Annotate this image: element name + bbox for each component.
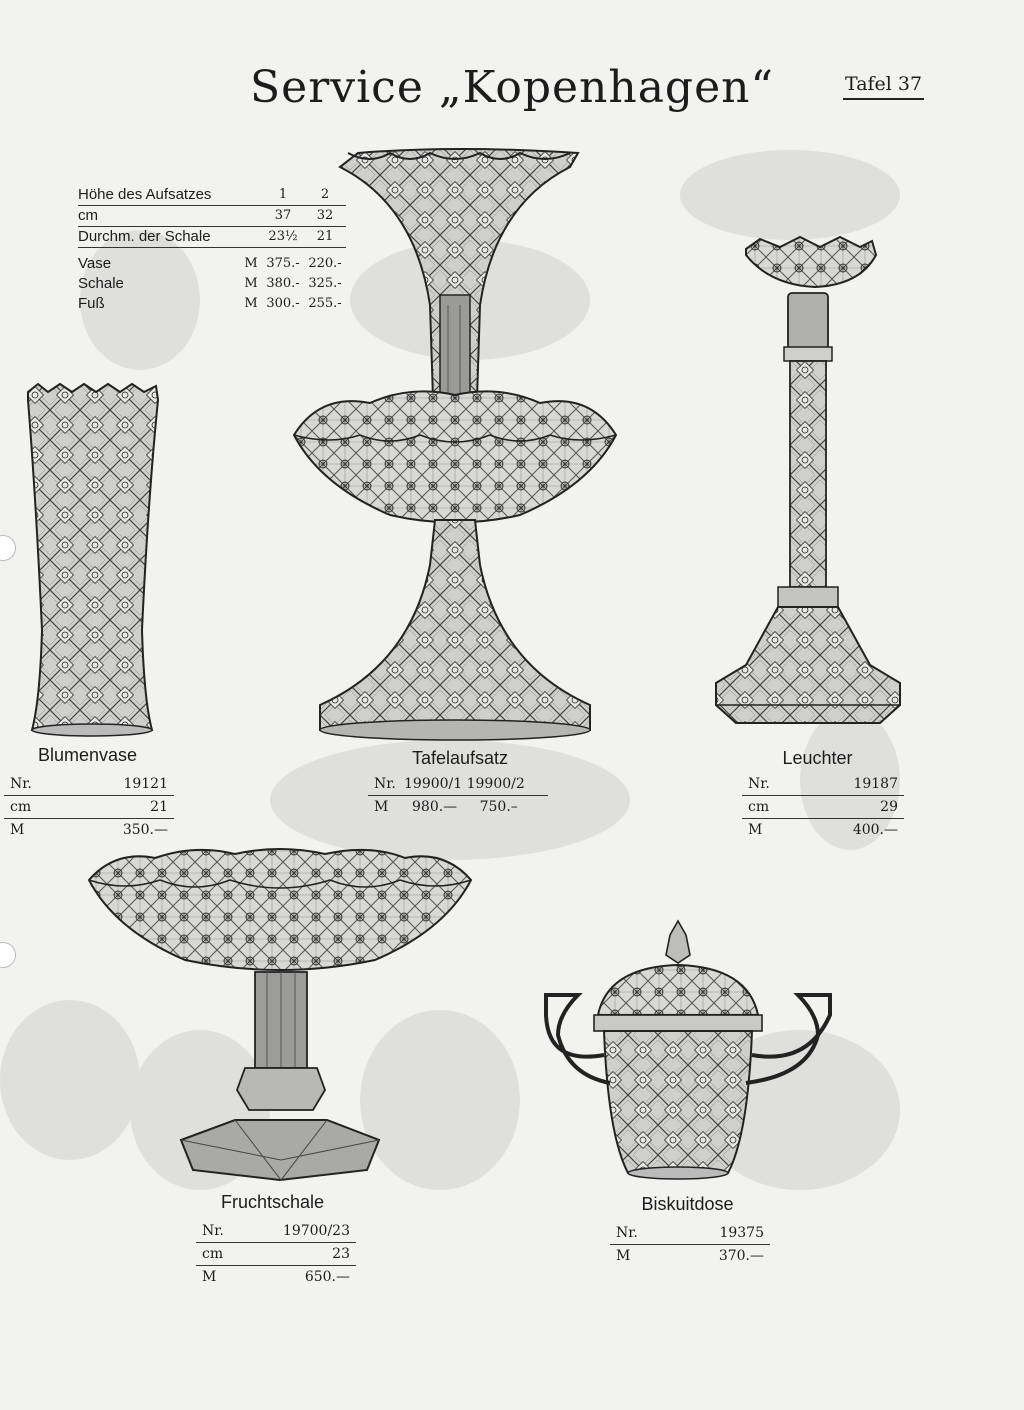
table-row <box>4 773 174 796</box>
spec-unit: M <box>244 256 258 271</box>
table-row <box>610 1245 770 1267</box>
row-key: Nr. <box>10 776 32 792</box>
spec-col2: 21 <box>316 229 334 244</box>
row-key: M <box>374 799 389 815</box>
spec-label: Schale <box>78 275 124 292</box>
price-table-blumenvase <box>4 773 174 841</box>
tafelaufsatz-illustration <box>290 145 620 745</box>
row-value: 19700/23 <box>282 1223 350 1239</box>
row-value: 21 <box>150 799 168 815</box>
row-value: 23 <box>332 1246 350 1262</box>
row-value: 19121 <box>123 776 168 792</box>
spec-label: Höhe des Aufsatzes <box>78 186 212 203</box>
table-row <box>742 796 904 819</box>
spec-col1: 380.- <box>266 276 300 291</box>
caption-fruchtschale: Fruchtschale <box>220 1192 325 1212</box>
table-row <box>196 1266 356 1288</box>
spec-label: Durchm. der Schale <box>78 228 211 245</box>
row-key: cm <box>10 799 32 815</box>
spec-col2: 2 <box>320 187 330 202</box>
row-value: 650.— <box>304 1269 350 1285</box>
plate-number: Tafel 37 <box>843 73 924 100</box>
row-value: 19187 <box>853 776 898 792</box>
row-key: Nr. <box>202 1223 224 1239</box>
fruchtschale-illustration <box>85 840 475 1185</box>
price-table-tafelaufsatz <box>368 773 548 818</box>
blumenvase-illustration <box>20 380 170 740</box>
row-key: cm <box>748 799 770 815</box>
price-table-leuchter <box>742 773 904 841</box>
row-value: 980.— 750.– <box>412 799 518 815</box>
spec-col1: 1 <box>278 187 288 202</box>
spec-col2: 32 <box>316 208 334 223</box>
spec-col1: 300.- <box>266 296 300 311</box>
table-row <box>368 773 548 796</box>
spec-col1: 375.- <box>266 256 300 271</box>
spec-col1: 23½ <box>268 229 298 244</box>
spec-col2: 325.- <box>308 276 342 291</box>
row-value: 400.— <box>852 822 898 838</box>
caption-blumenvase: Blumenvase <box>37 745 138 765</box>
spec-unit-empty <box>240 185 262 205</box>
spec-unit: M <box>244 296 258 311</box>
spec-label: Fuß <box>78 295 105 312</box>
biskuitdose-illustration <box>538 915 838 1190</box>
row-key: M <box>202 1269 217 1285</box>
table-row <box>196 1243 356 1266</box>
spec-label: Vase <box>78 255 112 272</box>
caption-leuchter: Leuchter <box>782 748 853 768</box>
row-key: Nr. <box>374 776 396 792</box>
table-row <box>196 1220 356 1243</box>
row-key: M <box>616 1248 631 1264</box>
spec-label: cm <box>78 207 98 224</box>
row-value: 350.— <box>122 822 168 838</box>
table-row <box>368 796 548 818</box>
table-row <box>610 1222 770 1245</box>
price-table-fruchtschale <box>196 1220 356 1288</box>
table-row <box>742 819 904 841</box>
row-key: cm <box>202 1246 224 1262</box>
table-row <box>742 773 904 796</box>
row-key: M <box>748 822 763 838</box>
row-value: 29 <box>880 799 898 815</box>
table-row <box>4 796 174 819</box>
row-value: 370.— <box>718 1248 764 1264</box>
caption-biskuitdose: Biskuitdose <box>641 1194 734 1214</box>
row-key: Nr. <box>616 1225 638 1241</box>
price-table-biskuitdose <box>610 1222 770 1267</box>
row-key: Nr. <box>748 776 770 792</box>
row-value: 19375 <box>719 1225 764 1241</box>
spec-unit-empty <box>240 206 262 226</box>
leuchter-illustration <box>700 235 930 735</box>
spec-col2: 255.- <box>308 296 342 311</box>
caption-tafelaufsatz: Tafelaufsatz <box>411 748 509 768</box>
row-value: 19900/1 19900/2 <box>404 776 525 792</box>
spec-unit: M <box>244 276 258 291</box>
table-row <box>4 819 174 841</box>
row-key: M <box>10 822 25 838</box>
spec-col2: 220.- <box>308 256 342 271</box>
spec-col1: 37 <box>274 208 292 223</box>
page-title: Service „Kopenhagen“ <box>250 62 774 113</box>
